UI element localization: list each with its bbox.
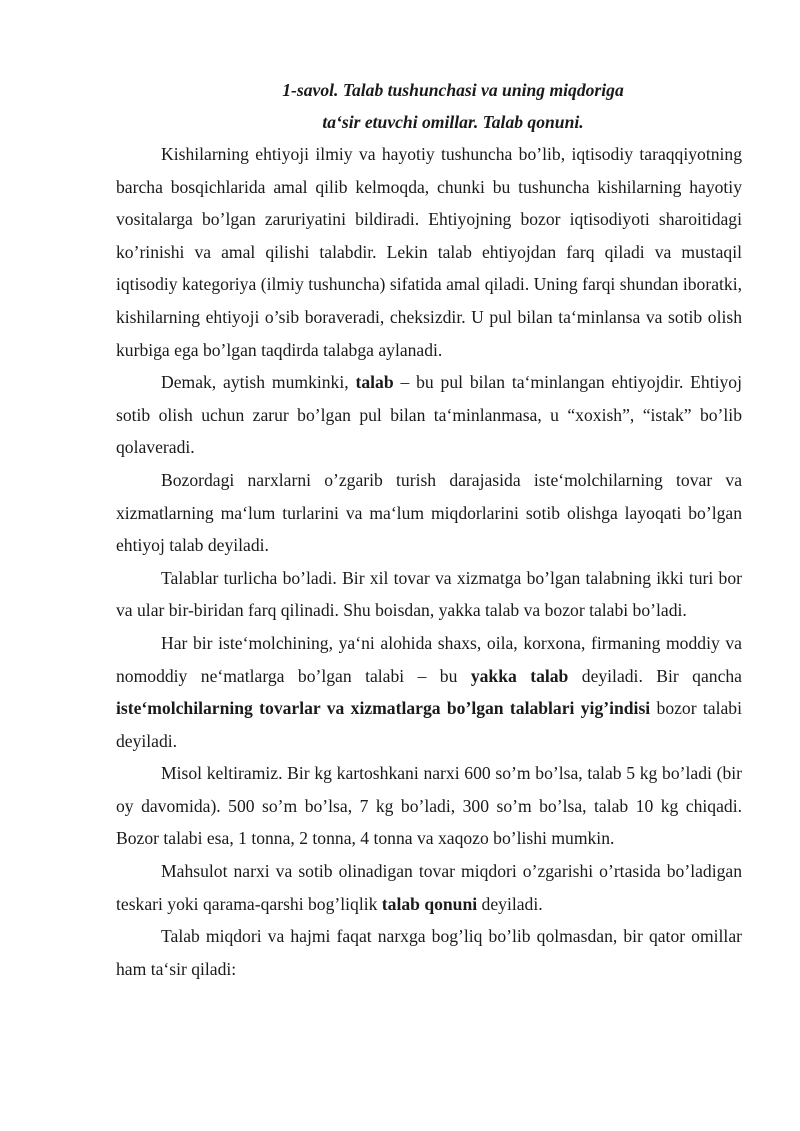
paragraph-text: Kishilarning ehtiyoji ilmiy va hayotiy tushuncha bo’lib, iqtisodiy taraqqiyotning barcha bosqichlarida amal qilib kelmoqda, chunki bu tushuncha kishilarning hayotiy vositalarga bo’lgan zaruriyatini bildiradi. Ehtiyojning bozor iqtisodiyoti sharoitidagi ko’rinishi va amal qilishi talabdir. Lekin talab ehtiyojdan farq qiladi va mustaqil iqtisodiy kategoriya (ilmiy tushuncha) sifatida amal qiladi. Uning farqi shundan iboratki, kishilarning ehtiyoji o’sib boraveradi, cheksizdir. U pul bilan ta‘minlansa va sotib olish kurbiga ega bo’lgan taqdirda talabga aylanadi.: [116, 144, 742, 360]
paragraph-text: Misol keltiramiz. Bir kg kartoshkani narxi 600 so’m bo’lsa, talab 5 kg bo’ladi (bir oy davomida). 500 so’m bo’lsa, 7 kg bo’ladi, 300 so’m bo’lsa, talab 10 kg chiqadi. Bozor talabi esa, 1 tonna, 2 tonna, 4 tonna va xaqozo bo’lishi mumkin.: [116, 763, 742, 849]
paragraph-7: [116, 855, 742, 920]
paragraph-5: [116, 627, 742, 757]
paragraph-1: [116, 138, 742, 366]
paragraph-8: [116, 920, 742, 985]
paragraph-text: bozor talabi deyiladi.: [116, 698, 742, 751]
paragraph-6: [116, 757, 742, 855]
paragraph-text: Talab miqdori va hajmi faqat narxga bog’liq bo’lib qolmasdan, bir qator omillar ham ta‘sir qiladi:: [116, 926, 742, 979]
bold-term: iste‘molchilarning tovarlar va xizmatlarga bo’lgan talablari yig’indisi: [116, 698, 651, 719]
paragraph-text: Talablar turlicha bo’ladi. Bir xil tovar va xizmatga bo’lgan talabning ikki turi bor va ular bir-biridan farq qilinadi. Shu boisdan, yakka talab va bozor talabi bo’ladi.: [116, 567, 742, 621]
section-heading: [116, 74, 742, 138]
heading-line-1: 1-savol. Talab tushunchasi va uning miqdoriga: [282, 80, 624, 100]
bold-term: yakka talab: [470, 665, 569, 686]
paragraph-4: [116, 562, 742, 627]
paragraph-2: [116, 366, 742, 464]
paragraph-text: Har bir iste‘molchining, ya‘ni alohida shaxs, oila, korxona, firmaning moddiy va nomoddiy ne‘matlarga bo’lgan talabi – bu: [116, 632, 742, 686]
heading-line-2: ta‘sir etuvchi omillar. Talab qonuni.: [322, 112, 584, 132]
paragraph-text: Bozordagi narxlarni o’zgarib turish darajasida iste‘molchilarning tovar va xizmatlarning ma‘lum turlarini va ma‘lum miqdorlarini sotib olishga layoqati bo’lgan ehtiyoj talab deyiladi.: [116, 469, 742, 556]
paragraph-text: Mahsulot narxi va sotib olinadigan tovar miqdori o’zgarishi o’rtasida bo’ladigan teskari yoki qarama-qarshi bog’liqlik: [116, 861, 742, 914]
bold-term: talab qonuni: [381, 893, 478, 914]
document-page: [116, 74, 742, 985]
paragraph-text: deyiladi.: [477, 893, 543, 914]
paragraph-text: Demak, aytish mumkinki,: [161, 372, 356, 393]
paragraph-3: [116, 464, 742, 562]
bold-term: talab: [355, 372, 394, 393]
paragraph-text: deyiladi. Bir qancha: [568, 665, 742, 686]
paragraph-text: – bu pul bilan ta‘minlangan ehtiyojdir. Ehtiyoj sotib olish uchun zarur bo’lgan pul bilan ta‘minlanmasa, u “xoxish”, “istak” bo’lib qolaveradi.: [116, 372, 742, 458]
